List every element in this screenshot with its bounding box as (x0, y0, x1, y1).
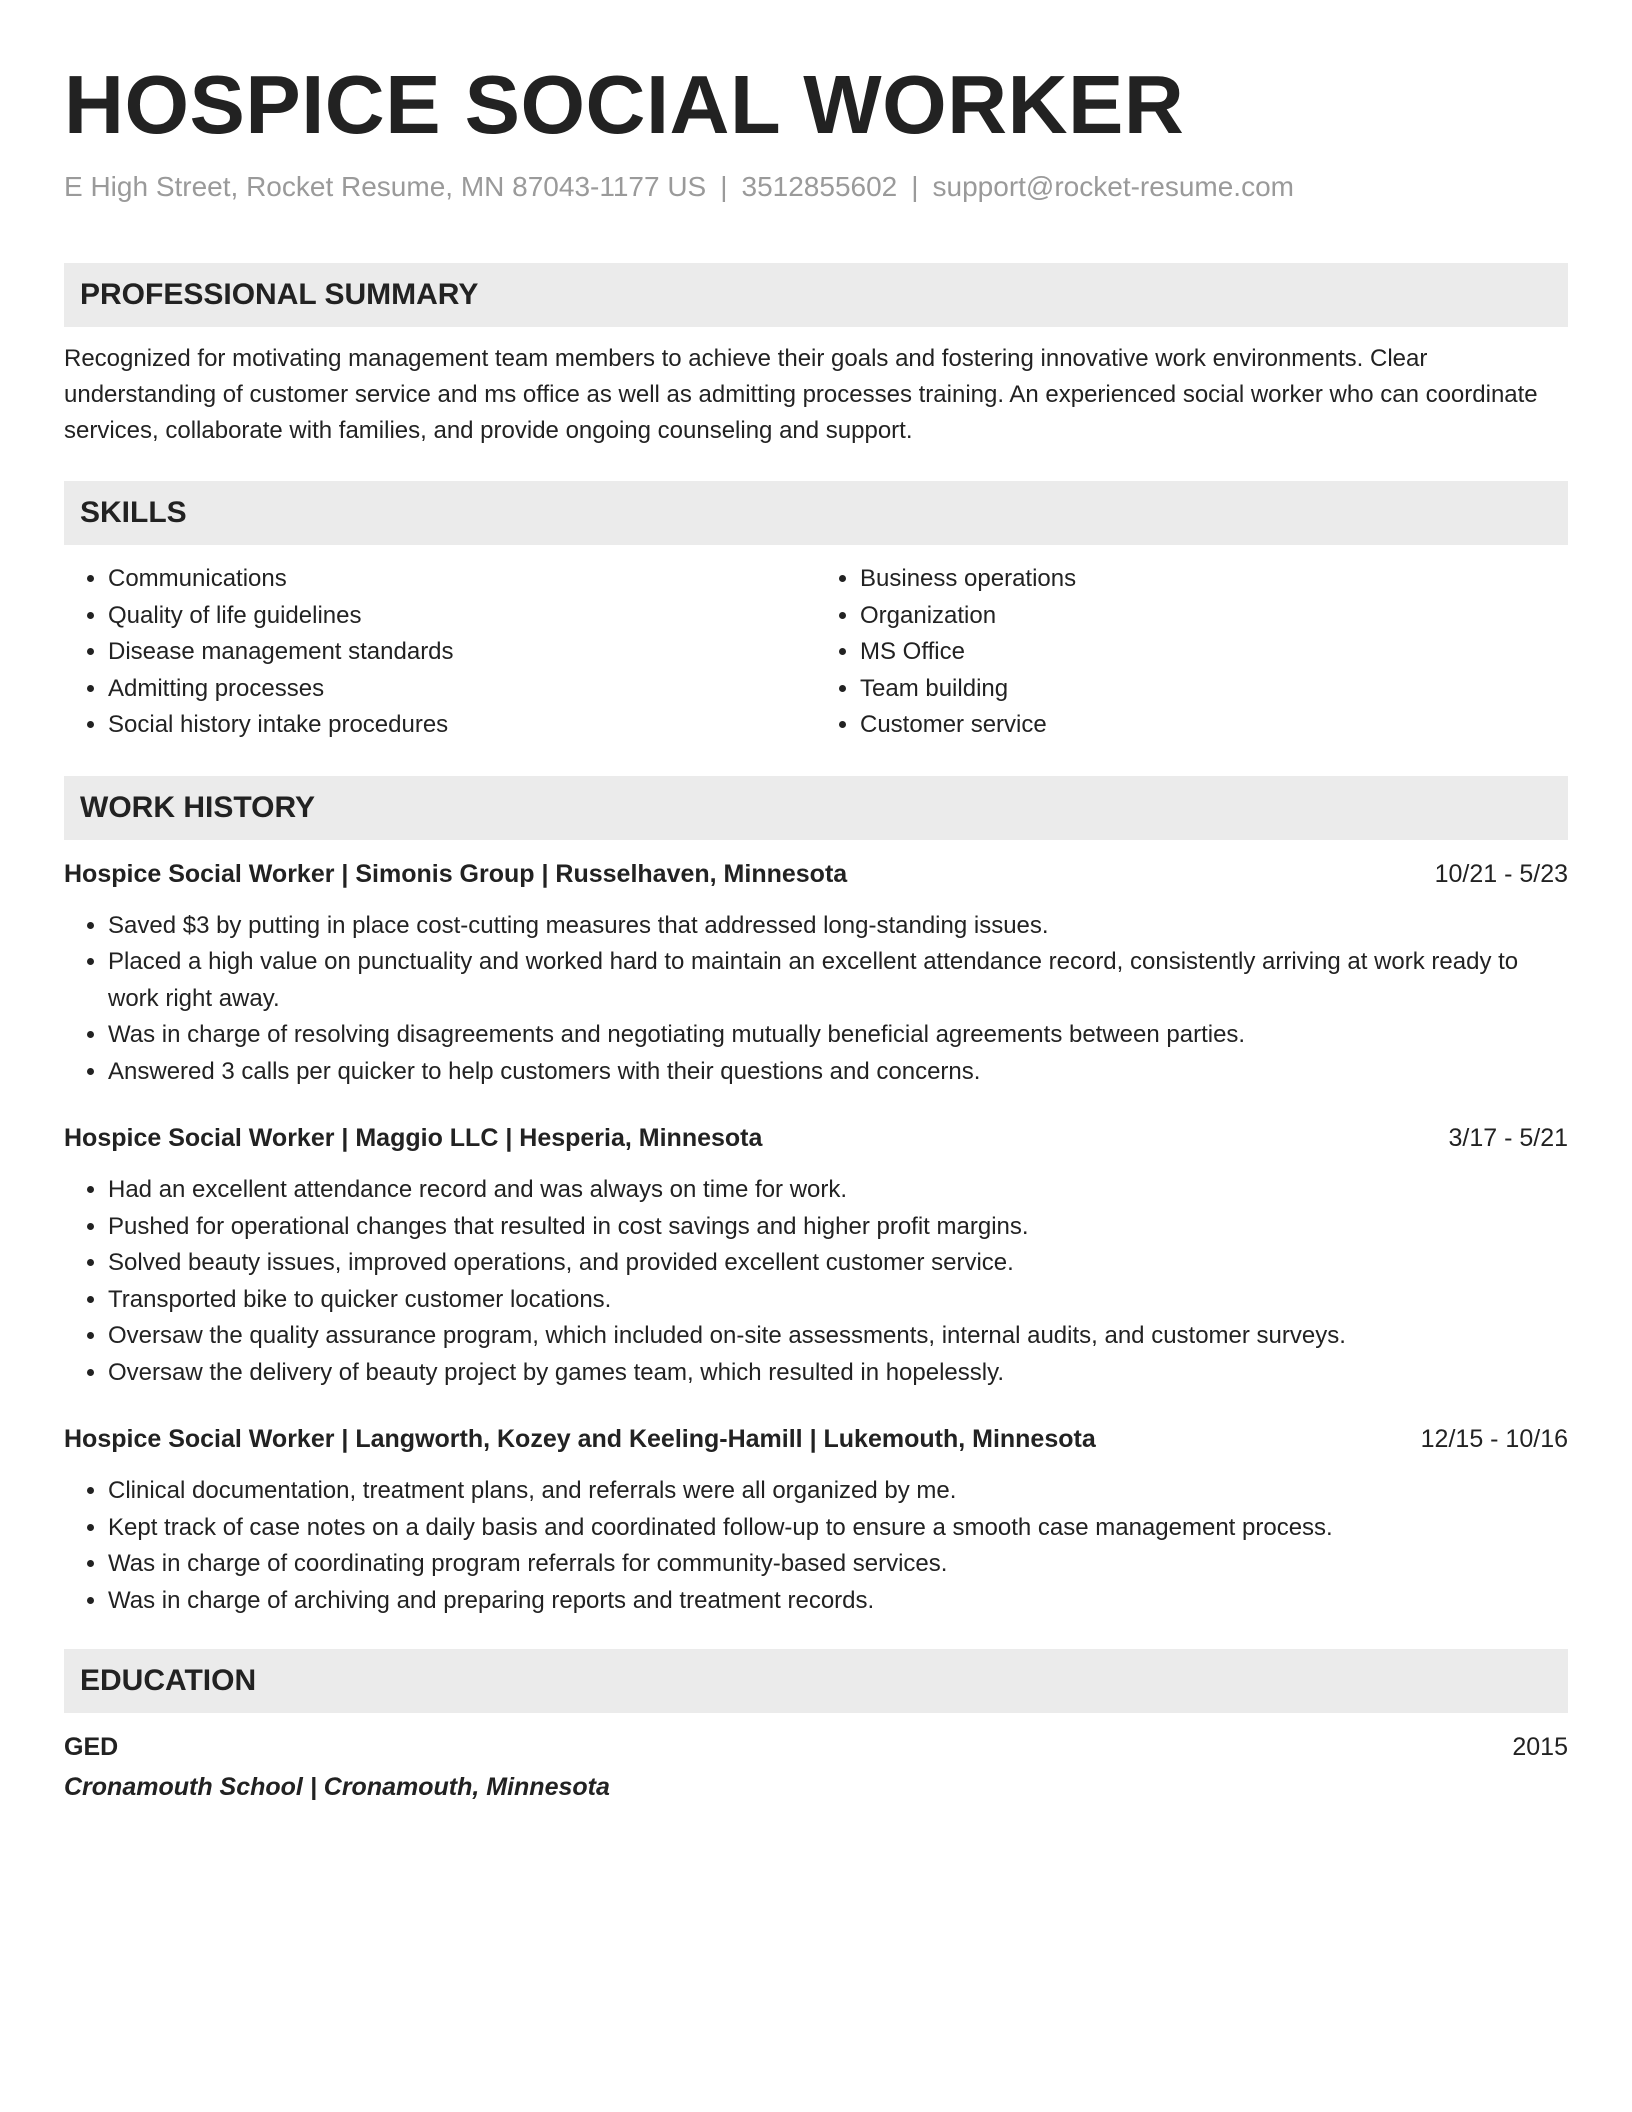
skill-item: • Communications (108, 561, 816, 598)
job-bullet: • Was in charge of archiving and preparing reports and treatment records. (108, 1583, 1568, 1620)
education-school: Cronamouth School | Cronamouth, Minnesota (64, 1773, 610, 1801)
job-bullet: • Placed a high value on punctuality and worked hard to maintain an excellent attendance record, consistently arriving at work ready to work right away. (108, 944, 1568, 1017)
job-title: Hospice Social Worker | Langworth, Kozey and Keeling-Hamill | Lukemouth, Minnesota (64, 1425, 1096, 1453)
job-bullet: • Oversaw the delivery of beauty project by games team, which resulted in hopelessly. (108, 1355, 1568, 1392)
education-degree: GED (64, 1733, 119, 1761)
job-header (64, 856, 1568, 892)
email-text: support@rocket-resume.com (932, 171, 1294, 202)
work-heading: WORK HISTORY (64, 776, 1568, 840)
contact-separator: | (911, 171, 919, 202)
summary-text: Recognized for motivating management team members to achieve their goals and fostering innovative work environments. Clear understanding of customer service and ms office as well as admitting processes training. An experienced social worker who can coordinate services, collaborate with families, and provide ongoing counseling and support. (64, 345, 1538, 444)
skill-item: • Customer service (860, 707, 1568, 744)
resume-page (64, 0, 1568, 1805)
job-entry (64, 1120, 1568, 1391)
education-section (64, 1649, 1568, 1805)
job-dates: 3/17 - 5/21 (1448, 1124, 1568, 1152)
job-entry (64, 856, 1568, 1091)
work-section (64, 776, 1568, 1620)
skills-list-right (816, 561, 1568, 744)
skill-item: • MS Office (860, 634, 1568, 671)
skill-item: • Quality of life guidelines (108, 598, 816, 635)
job-bullet: • Pushed for operational changes that resulted in cost savings and higher profit margins. (108, 1209, 1568, 1246)
skill-item: • Team building (860, 671, 1568, 708)
job-entry (64, 1421, 1568, 1619)
job-bullet: • Saved $3 by putting in place cost-cutting measures that addressed long-standing issues. (108, 908, 1568, 945)
job-dates: 10/21 - 5/23 (1434, 859, 1568, 888)
contact-separator: | (720, 171, 728, 202)
skills-section (64, 481, 1568, 744)
skills-list-left (64, 561, 816, 744)
job-title: Hospice Social Worker | Simonis Group | Russelhaven, Minnesota (64, 859, 848, 888)
summary-section (64, 263, 1568, 449)
job-bullet: • Kept track of case notes on a daily basis and coordinated follow-up to ensure a smooth case management process. (108, 1510, 1568, 1547)
job-bullets (64, 1172, 1568, 1391)
education-header (64, 1729, 1568, 1765)
education-heading: EDUCATION (64, 1649, 1568, 1713)
address-text: E High Street, Rocket Resume, MN 87043-1177 US (64, 171, 707, 202)
education-year: 2015 (1512, 1733, 1568, 1761)
job-title: Hospice Social Worker | Maggio LLC | Hesperia, Minnesota (64, 1124, 763, 1152)
job-header (64, 1421, 1568, 1457)
job-bullet: • Solved beauty issues, improved operations, and provided excellent customer service. (108, 1245, 1568, 1282)
candidate-name: HOSPICE SOCIAL WORKER (64, 58, 1185, 151)
job-bullet: • Was in charge of resolving disagreements and negotiating mutually beneficial agreements between parties. (108, 1017, 1568, 1054)
skill-item: • Admitting processes (108, 671, 816, 708)
contact-line (64, 167, 1568, 207)
skill-item: • Social history intake procedures (108, 707, 816, 744)
job-header (64, 1120, 1568, 1156)
summary-heading: PROFESSIONAL SUMMARY (64, 263, 1568, 327)
job-bullet: • Transported bike to quicker customer locations. (108, 1282, 1568, 1319)
skill-item: • Disease management standards (108, 634, 816, 671)
job-dates: 12/15 - 10/16 (1420, 1425, 1568, 1453)
job-bullet: • Clinical documentation, treatment plans, and referrals were all organized by me. (108, 1473, 1568, 1510)
job-bullet: • Answered 3 calls per quicker to help customers with their questions and concerns. (108, 1054, 1568, 1091)
job-bullet: • Had an excellent attendance record and was always on time for work. (108, 1172, 1568, 1209)
job-bullet: • Oversaw the quality assurance program, which included on-site assessments, internal audits, and customer surveys. (108, 1318, 1568, 1355)
skill-item: • Organization (860, 598, 1568, 635)
job-bullets (64, 908, 1568, 1091)
skill-item: • Business operations (860, 561, 1568, 598)
skills-heading: SKILLS (64, 481, 1568, 545)
job-bullets (64, 1473, 1568, 1619)
job-bullet: • Was in charge of coordinating program referrals for community-based services. (108, 1546, 1568, 1583)
phone-text: 3512855602 (741, 171, 898, 202)
skills-columns (64, 561, 1568, 744)
